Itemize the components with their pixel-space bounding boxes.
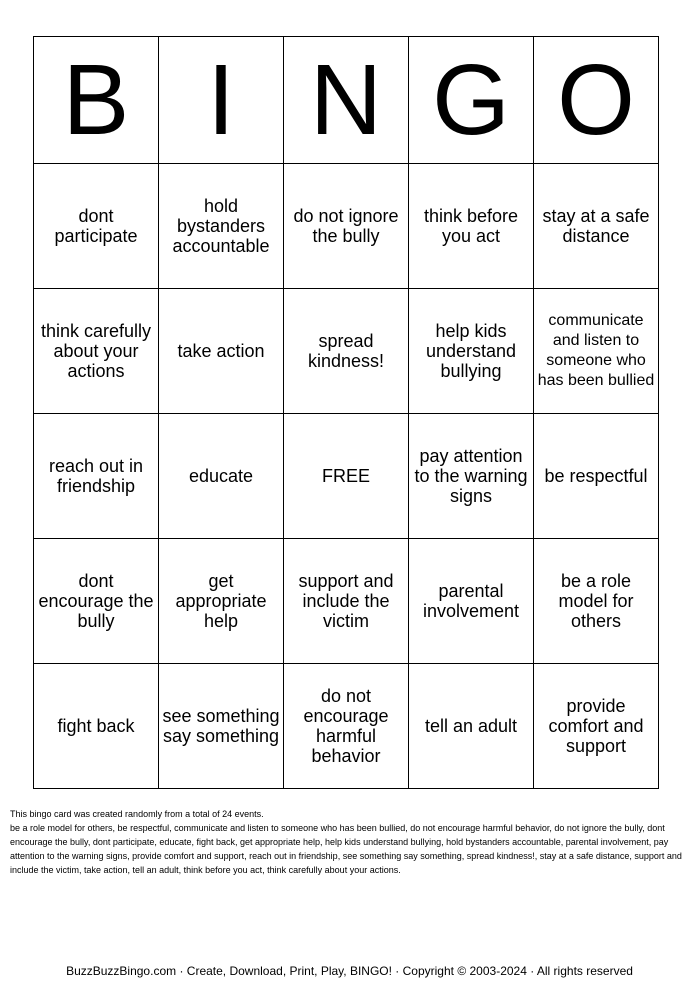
card-row (34, 289, 659, 414)
card-cell: think before you act (409, 164, 534, 289)
header-letter-g: G (409, 37, 534, 164)
card-cell: support and include the victim (284, 539, 409, 664)
bingo-card (33, 36, 659, 789)
free-space-cell: FREE (284, 414, 409, 539)
card-cell: dont encourage the bully (34, 539, 159, 664)
site-footer: BuzzBuzzBingo.com · Create, Download, Print, Play, BINGO! · Copyright © 2003-2024 · All rights reserved (66, 964, 633, 978)
card-row (34, 664, 659, 789)
card-cell: do not encourage harmful behavior (284, 664, 409, 789)
card-cell: tell an adult (409, 664, 534, 789)
card-cell: hold bystanders accountable (159, 164, 284, 289)
card-cell: reach out in friendship (34, 414, 159, 539)
card-cell: help kids understand bullying (409, 289, 534, 414)
card-cell: parental involvement (409, 539, 534, 664)
header-letter-i: I (159, 37, 284, 164)
card-cell: spread kindness! (284, 289, 409, 414)
card-cell: pay attention to the warning signs (409, 414, 534, 539)
header-letter-n: N (284, 37, 409, 164)
card-cell: be a role model for others (534, 539, 659, 664)
card-cell: provide comfort and support (534, 664, 659, 789)
card-cell: see something say something (159, 664, 284, 789)
header-letter-o: O (534, 37, 659, 164)
card-cell: do not ignore the bully (284, 164, 409, 289)
header-row (34, 37, 659, 164)
card-cell: take action (159, 289, 284, 414)
card-row (34, 539, 659, 664)
card-cell: fight back (34, 664, 159, 789)
card-cell: stay at a safe distance (534, 164, 659, 289)
card-info-intro: This bingo card was created randomly from a total of 24 events. (10, 809, 264, 819)
card-info (10, 807, 682, 877)
card-info-events: be a role model for others, be respectful, communicate and listen to someone who has been bullied, do not encourage harmful behavior, do not ignore the bully, dont encourage the bully, dont participate, educate, fight back, get appropriate help, help kids understand bullying, hold bystanders accountable, parental involvement, pay attention to the warning signs, provide comfort and support, reach out in friendship, see something say something, spread kindness!, stay at a safe distance, support and include the victim, take action, tell an adult, think before you act, think carefully about your actions. (10, 823, 682, 875)
header-letter-b: B (34, 37, 159, 164)
card-cell: communicate and listen to someone who has been bullied (534, 289, 659, 414)
card-row (34, 414, 659, 539)
card-cell: be respectful (534, 414, 659, 539)
card-row (34, 164, 659, 289)
card-cell: dont participate (34, 164, 159, 289)
card-cell: educate (159, 414, 284, 539)
card-cell: think carefully about your actions (34, 289, 159, 414)
card-cell: get appropriate help (159, 539, 284, 664)
